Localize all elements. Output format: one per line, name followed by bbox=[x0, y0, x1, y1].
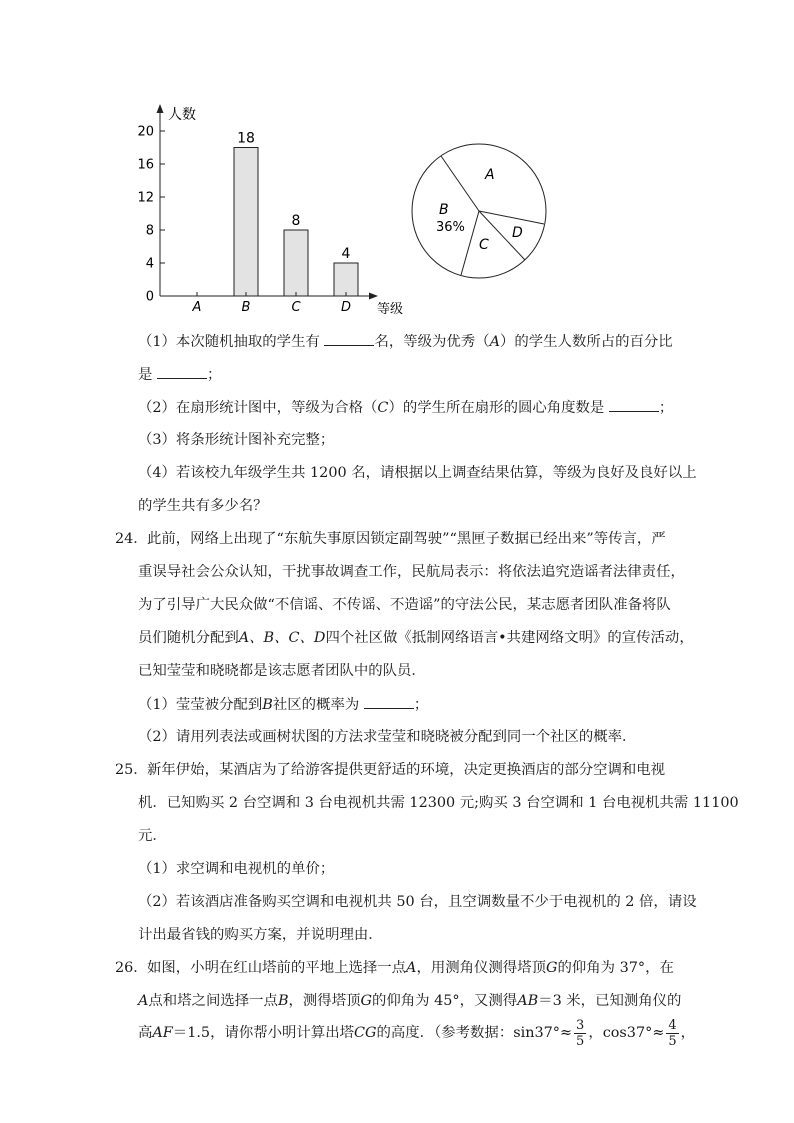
q24-part1: （1）莹莹被分配到B社区的概率为 ； bbox=[138, 694, 428, 715]
answer-blank bbox=[609, 397, 659, 412]
y-tick-label: 4 bbox=[145, 256, 154, 272]
q25-part2-line2: 计出最省钱的购买方案，并说明理由． bbox=[138, 927, 383, 943]
q24-line2: 重误导社会公众认知，干扰事故调查工作，民航局表示：将依法追究造谣者法律责任， bbox=[138, 564, 685, 580]
pie-label-a: A bbox=[485, 167, 495, 183]
pie-label-d: D bbox=[512, 225, 523, 241]
pie-label-b: B bbox=[439, 202, 449, 218]
bar-chart bbox=[137, 104, 403, 317]
answer-blank bbox=[157, 364, 207, 379]
q24-line4: 员们随机分配到A、B、C、D四个社区做《抵制网络语言•共建网络文明》的宣传活动， bbox=[138, 630, 694, 646]
bar-d bbox=[334, 263, 358, 296]
x-axis-label: 等级 bbox=[377, 302, 404, 317]
q24-line3: 为了引导广大民众做“不信谣、不传谣、不造谣”的守法公民，某志愿者团队准备将队 bbox=[138, 597, 671, 613]
q24-line1: 此前，网络上出现了“东航失事原因锁定副驾驶”“黑匣子数据已经出来”等传言，严 bbox=[147, 531, 666, 547]
x-tick-label: A bbox=[192, 300, 202, 315]
x-tick-label: D bbox=[340, 300, 352, 315]
figures bbox=[0, 0, 794, 320]
fraction-four-fifths: $\frac{4}{5}$ bbox=[668, 1017, 677, 1049]
x-tick-label: C bbox=[291, 300, 301, 315]
q25-line3: 元． bbox=[138, 828, 167, 844]
q23-part2: （2）在扇形统计图中，等级为合格（C）的学生所在扇形的圆心角度数是 ； bbox=[138, 397, 673, 418]
pie-label-c: C bbox=[479, 237, 489, 253]
answer-blank bbox=[364, 694, 414, 709]
y-tick-label: 0 bbox=[145, 289, 154, 305]
y-axis-arrow bbox=[157, 104, 164, 113]
x-axis-arrow bbox=[369, 293, 378, 300]
pie-percent-b: 36% bbox=[436, 220, 465, 235]
bar-value-label: 18 bbox=[237, 130, 255, 147]
q26-line3: 高AF＝1.5，请你帮小明计算出塔CG的高度．（参考数据：sin37°≈ $\frac{3}{5}$ ，cos37°≈ $\frac{4}{5}$ ， bbox=[138, 1017, 696, 1049]
bar-c bbox=[284, 230, 308, 296]
y-tick-label: 20 bbox=[137, 124, 154, 140]
pie-chart bbox=[412, 144, 546, 278]
question-number: 24． bbox=[115, 531, 148, 547]
fraction-three-fifths: $\frac{3}{5}$ bbox=[576, 1017, 585, 1049]
q24-line5: 已知莹莹和晓晓都是该志愿者团队中的队员． bbox=[138, 663, 426, 679]
bar-value-label: 4 bbox=[341, 246, 351, 262]
x-tick-label: B bbox=[241, 300, 251, 315]
y-tick-label: 8 bbox=[145, 223, 154, 239]
q25-part1: （1）求空调和电视机的单价； bbox=[138, 861, 335, 877]
q23-part3: （3）将条形统计图补充完整； bbox=[138, 432, 335, 448]
q25-line1: 新年伊始，某酒店为了给游客提供更舒适的环境，决定更换酒店的部分空调和电视 bbox=[147, 762, 666, 778]
q24-part2: （2）请用列表法或画树状图的方法求莹莹和晓晓被分配到同一个社区的概率． bbox=[138, 729, 637, 745]
question-number: 25． bbox=[115, 762, 148, 778]
y-tick-label: 12 bbox=[137, 190, 154, 206]
q23-part4-line2: 的学生共有多少名？ bbox=[138, 498, 268, 514]
q26-line2: A点和塔之间选择一点B，测得塔顶G的仰角为 45°，又测得AB＝3 米，已知测角仪的 bbox=[138, 993, 682, 1009]
y-tick-label: 16 bbox=[137, 157, 154, 173]
question-number: 26． bbox=[115, 960, 148, 976]
answer-blank bbox=[324, 331, 374, 346]
q23-part1-line2: 是 ； bbox=[138, 364, 221, 385]
q25-part2-line1: （2）若该酒店准备购买空调和电视机共 50 台，且空调数量不少于电视机的 2 倍，请设 bbox=[138, 894, 697, 910]
q23-part1-line1: （1）本次随机抽取的学生有 名，等级为优秀（A）的学生人数所占的百分比 bbox=[138, 331, 673, 352]
q26-line1: 如图，小明在红山塔前的平地上选择一点A，用测角仪测得塔顶G的仰角为 37°，在 bbox=[147, 960, 674, 976]
q23-part4-line1: （4）若该校九年级学生共 1200 名，请根据以上调查结果估算，等级为良好及良好以上 bbox=[138, 465, 697, 481]
q25-line2: 机．已知购买 2 台空调和 3 台电视机共需 12300 元;购买 3 台空调和 1 台电视机共需 11100 bbox=[138, 795, 739, 811]
y-axis-label: 人数 bbox=[168, 107, 196, 123]
bar-b bbox=[234, 148, 258, 297]
bar-value-label: 8 bbox=[291, 213, 301, 229]
